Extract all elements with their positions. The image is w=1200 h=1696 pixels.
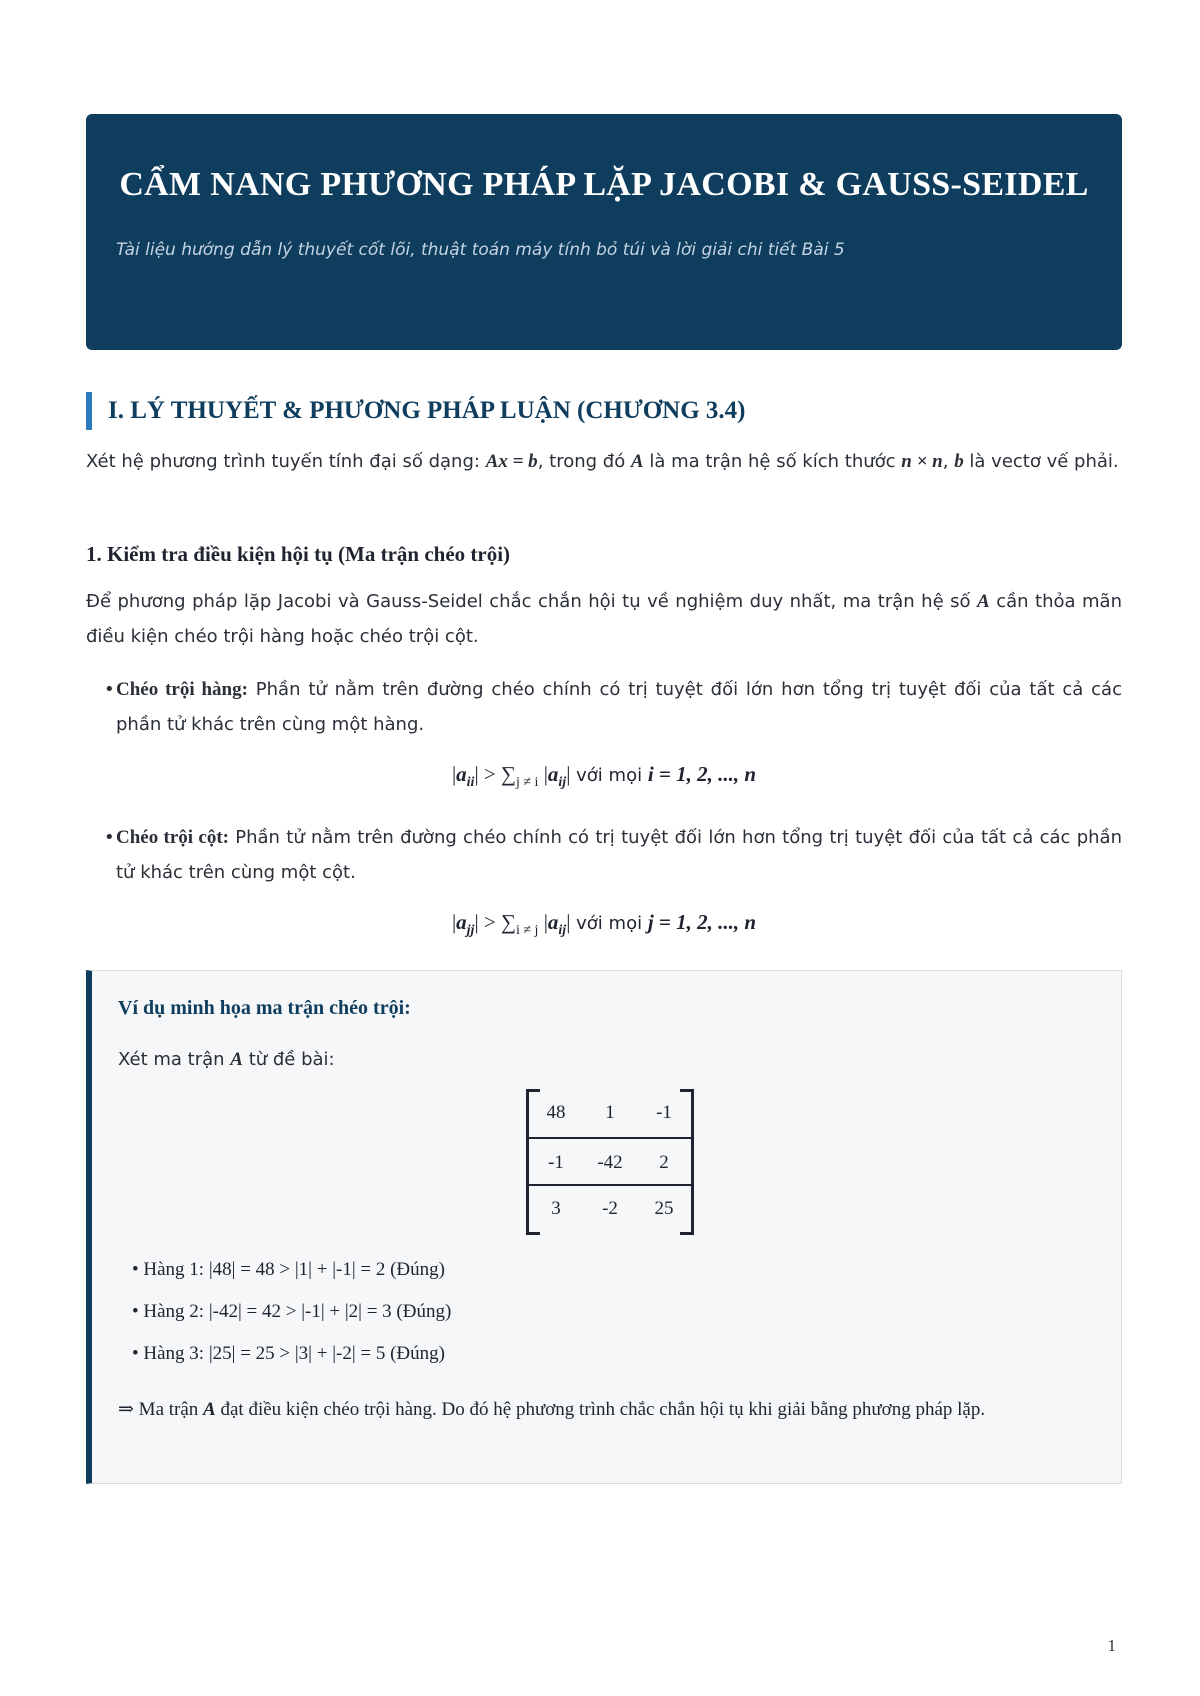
section-title: I. LÝ THUYẾT & PHƯƠNG PHÁP LUẬN (CHƯƠNG 3.4) (86, 392, 1122, 430)
matrix-cell: -1 (548, 1152, 564, 1173)
matrix-a (526, 1089, 694, 1239)
intro-paragraph: Xét hệ phương trình tuyến tính đại số dạng: Ax = b, trong đó A là ma trận hệ số kích thước n × n, b là vectơ vế phải. (86, 451, 1119, 472)
example-conclusion: ⇒ Ma trận A đạt điều kiện chéo trội hàng. Do đó hệ phương trình chắc chắn hội tụ khi giải bằng phương pháp lặp. (118, 1399, 986, 1420)
row-check-1: • Hàng 1: |48| = 48 > |1| + |-1| = 2 (Đúng) (132, 1259, 445, 1280)
matrix-row (529, 1089, 691, 1138)
column-dominance-item: • Chéo trội cột: Phần tử nằm trên đường chéo chính có trị tuyệt đối lớn hơn tổng trị tuyệt đối của tất cả các phần tử khác trên cùng một cột. (104, 827, 1122, 883)
matrix-cell: 48 (546, 1102, 566, 1123)
document-subtitle: Tài liệu hướng dẫn lý thuyết cốt lõi, thuật toán máy tính bỏ túi và lời giải chi tiết Bài 5 (116, 240, 845, 260)
document-header (86, 114, 1122, 350)
convergence-paragraph: Để phương pháp lặp Jacobi và Gauss-Seidel chắc chắn hội tụ về nghiệm duy nhất, ma trận hệ số A cần thỏa mãn điều kiện chéo trội hàng hoặc chéo trội cột. (86, 591, 1122, 647)
matrix-cell: 3 (551, 1198, 561, 1219)
subsection-title: 1. Kiểm tra điều kiện hội tụ (Ma trận chéo trội) (86, 542, 511, 566)
matrix-cell: 1 (605, 1102, 615, 1123)
matrix-cell: -42 (597, 1152, 623, 1173)
document-title: CẨM NANG PHƯƠNG PHÁP LẶP JACOBI & GAUSS-SEIDEL (119, 166, 1089, 203)
matrix-cell: -1 (656, 1102, 672, 1123)
equation-ax-b: Ax = b (485, 451, 538, 472)
matrix-cell: 25 (654, 1198, 674, 1219)
page-number: 1 (1107, 1636, 1116, 1655)
matrix-cell: 2 (659, 1152, 669, 1173)
column-dominance-formula: $|a_{jj}| > \sum_{i \ne j}$ $|a_{ij}|$ với mọi j = 1, 2, ..., n (451, 910, 757, 939)
column-dominance-label: Chéo trội cột: (116, 827, 229, 848)
row-dominance-item: • Chéo trội hàng: Phần tử nằm trên đường chéo chính có trị tuyệt đối lớn hơn tổng trị tuyệt đối của tất cả các phần tử khác trên cùng một hàng. (104, 679, 1122, 735)
example-box (86, 970, 1122, 1484)
row-dominance-label: Chéo trội hàng: (116, 679, 248, 700)
matrix-cell: -2 (602, 1198, 618, 1219)
matrix-row (529, 1137, 691, 1186)
example-intro: Xét ma trận A từ đề bài: (118, 1049, 335, 1070)
matrix-row (529, 1185, 691, 1234)
row-dominance-formula: $|a_{ii}| > \sum_{j \ne i}$ $|a_{ij}|$ với mọi i = 1, 2, ..., n (451, 762, 757, 791)
row-check-2: • Hàng 2: |-42| = 42 > |-1| + |2| = 3 (Đúng) (132, 1301, 452, 1322)
example-title: Ví dụ minh họa ma trận chéo trội: (118, 997, 411, 1019)
row-check-3: • Hàng 3: |25| = 25 > |3| + |-2| = 5 (Đúng) (132, 1343, 445, 1364)
